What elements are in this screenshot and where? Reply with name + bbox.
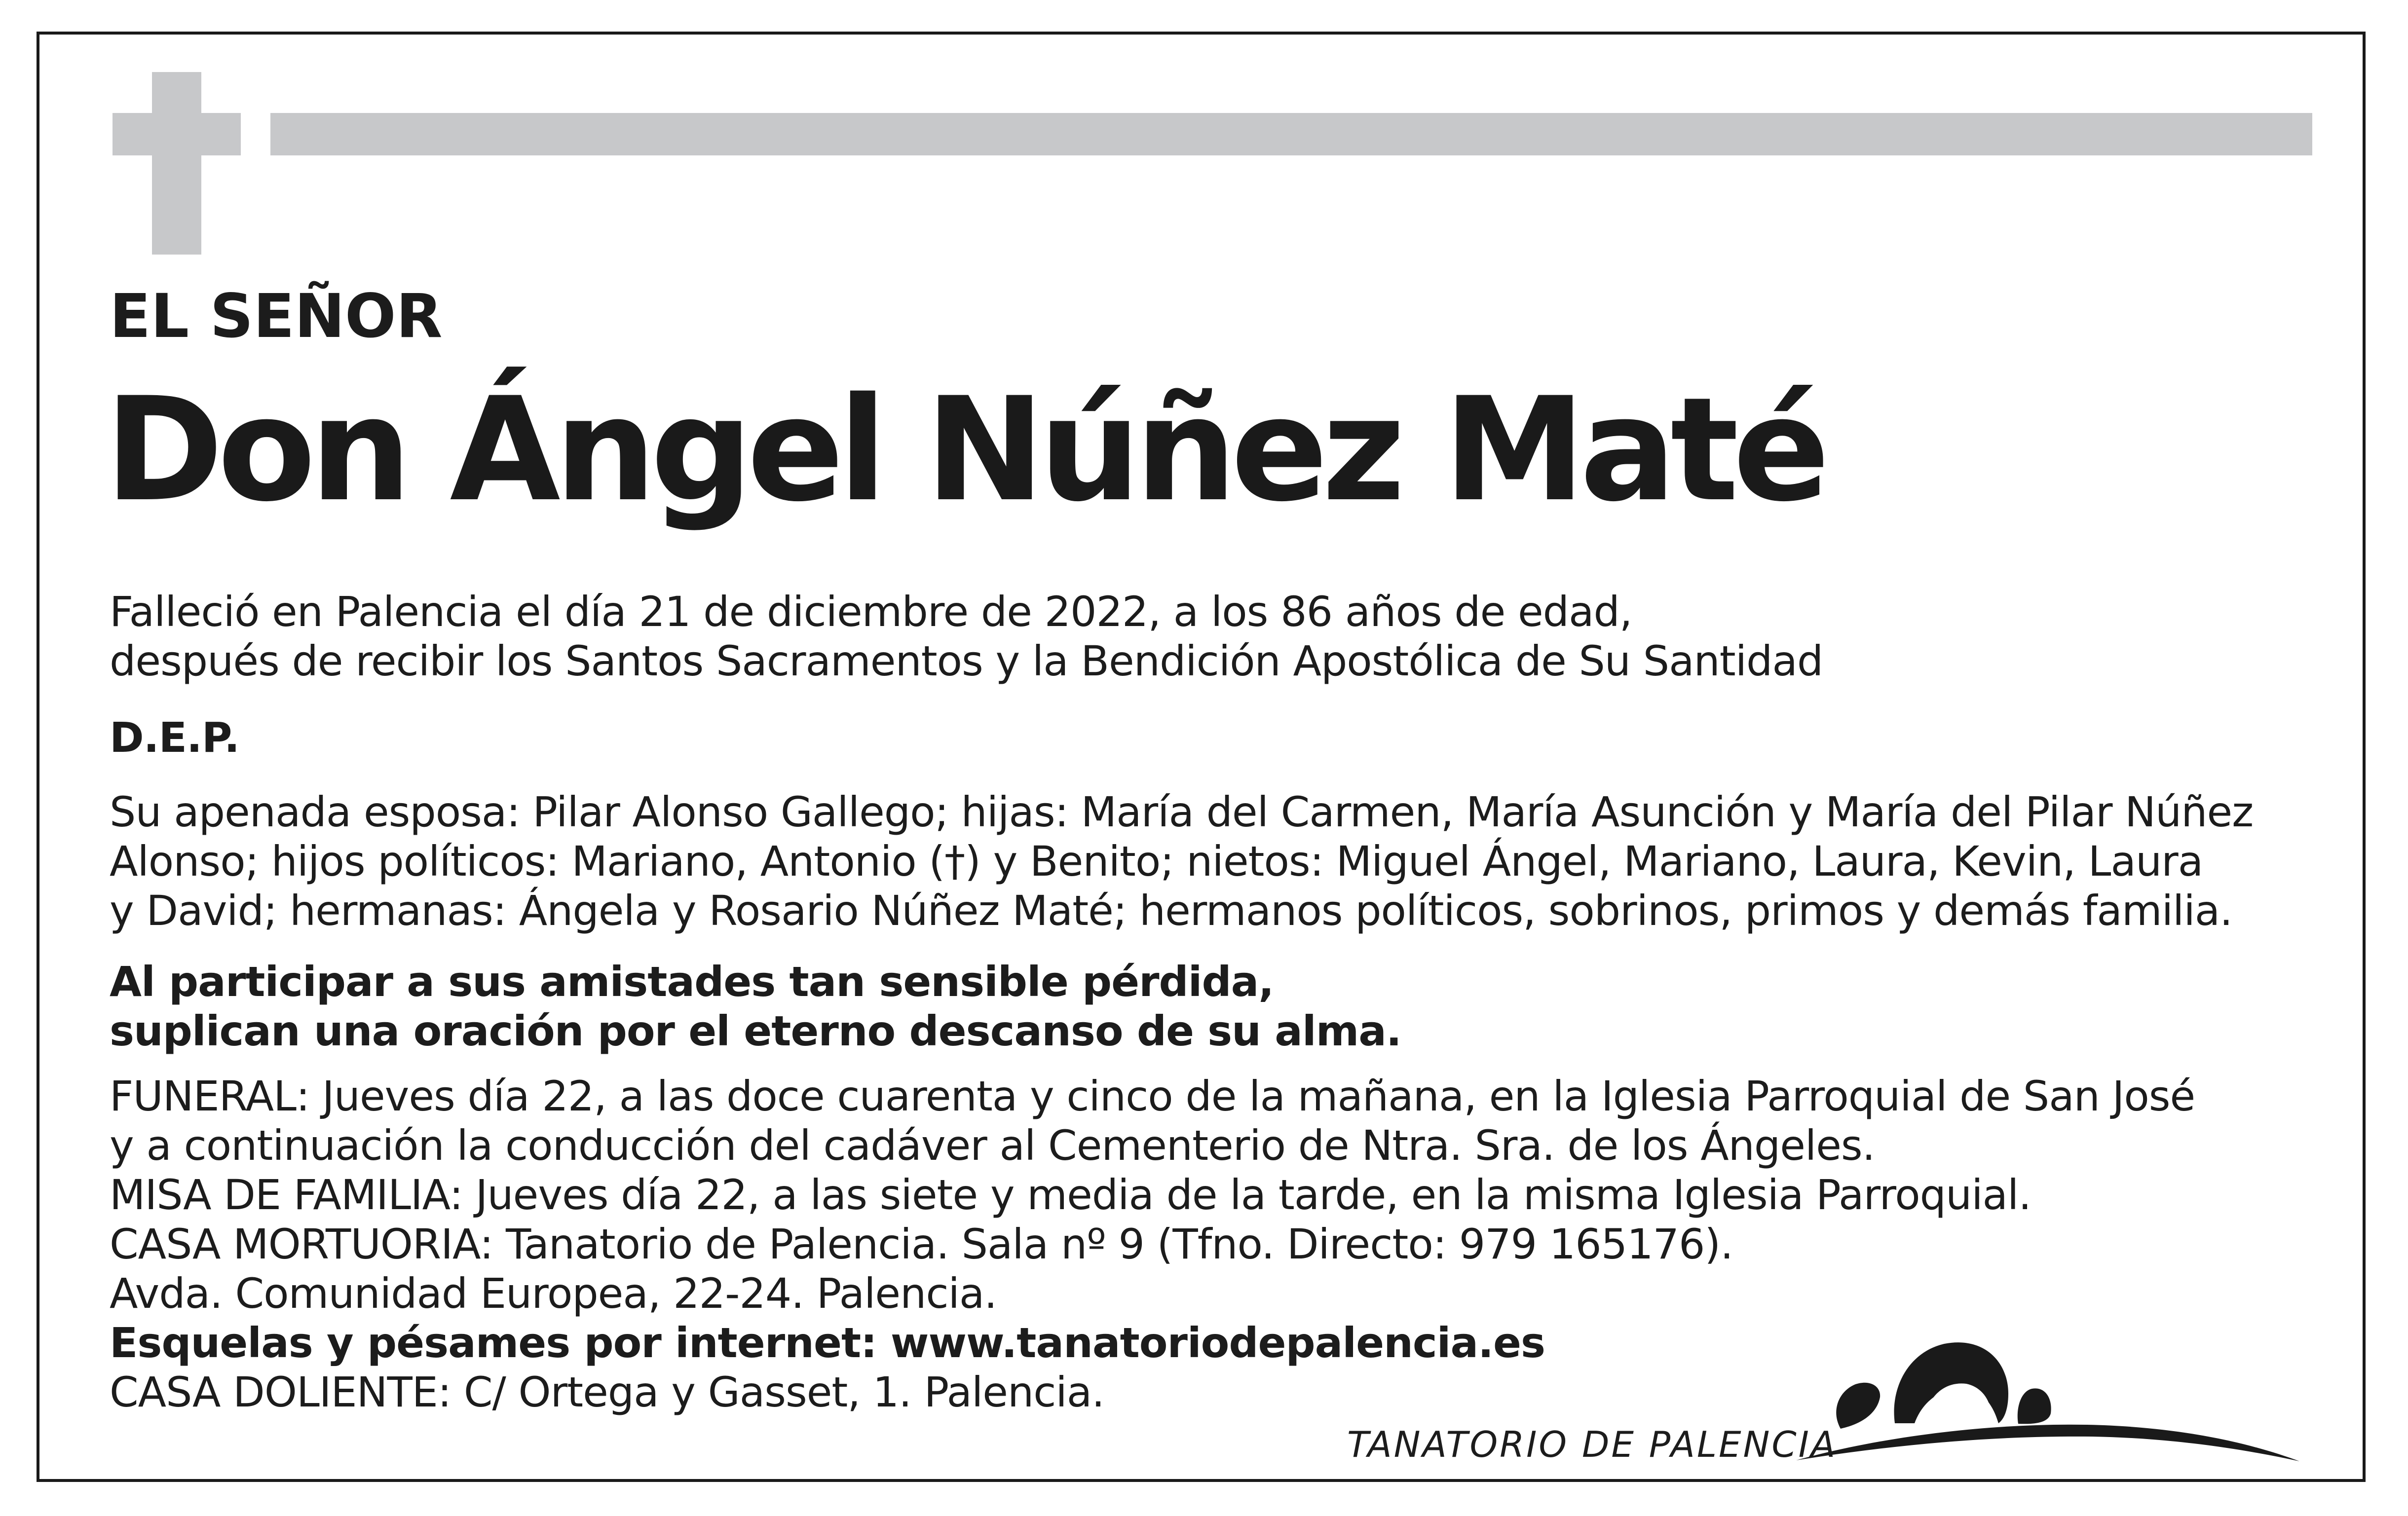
family-line: Alonso; hijos políticos: Mariano, Antonio (†) y Benito; nietos: Miguel Ángel, Mariano, Laura, Kevin, Laura	[110, 837, 2203, 886]
family-mass-line: MISA DE FAMILIA: Jueves día 22, a las siete y media de la tarde, en la misma Iglesia Parroquial.	[110, 1171, 2032, 1219]
cross-icon-bar	[113, 113, 241, 155]
funeral-line: FUNERAL: Jueves día 22, a las doce cuarenta y cinco de la mañana, en la Iglesia Parroquial de San José	[110, 1072, 2195, 1120]
deceased-name: Don Ángel Núñez Maté	[105, 367, 1824, 533]
tanatorio-logo-text: TANATORIO DE PALENCIA	[1347, 1424, 1838, 1465]
address-line: Avda. Comunidad Europea, 22-24. Palencia.	[110, 1269, 997, 1318]
tanatorio-logo-icon	[1796, 1332, 2299, 1470]
funeral-home-line: CASA MORTUORIA: Tanatorio de Palencia. Sala nº 9 (Tfno. Directo: 979 165176).	[110, 1220, 1733, 1268]
prayer-request-line: suplican una oración por el eterno descanso de su alma.	[110, 1007, 1401, 1055]
header-divider-bar	[270, 113, 2312, 155]
internet-condolences: Esquelas y pésames por internet: www.tanatoriodepalencia.es	[110, 1319, 1545, 1367]
death-notice-line: Falleció en Palencia el día 21 de diciembre de 2022, a los 86 años de edad,	[110, 588, 1632, 636]
death-notice-line: después de recibir los Santos Sacramentos y la Bendición Apostólica de Su Santidad	[110, 637, 1823, 685]
title-prefix: EL SEÑOR	[110, 281, 443, 351]
cross-icon	[152, 72, 201, 255]
prayer-request-line: Al participar a sus amistades tan sensible pérdida,	[110, 958, 1274, 1006]
family-line: y David; hermanas: Ángela y Rosario Núñez Maté; hermanos políticos, sobrinos, primos y demás familia.	[110, 887, 2232, 935]
dep-label: D.E.P.	[110, 713, 239, 762]
casa-doliente: CASA DOLIENTE: C/ Ortega y Gasset, 1. Palencia.	[110, 1368, 1104, 1416]
funeral-line: y a continuación la conducción del cadáver al Cementerio de Ntra. Sra. de los Ángeles.	[110, 1121, 1875, 1170]
family-line: Su apenada esposa: Pilar Alonso Gallego; hijas: María del Carmen, María Asunción y María del Pilar Núñez	[110, 788, 2254, 836]
